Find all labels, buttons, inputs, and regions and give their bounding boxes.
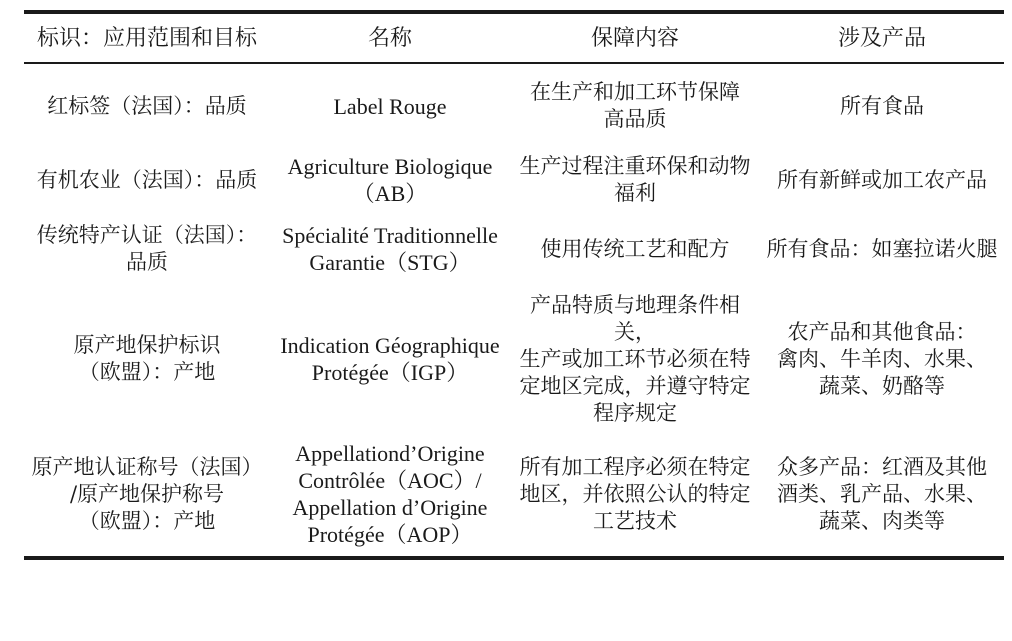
cell-line: 蔬菜、奶酪等 [819,373,945,398]
cell-line: 所有食品 [840,93,924,118]
cell-line: 在生产和加工环节保障 [530,80,740,104]
label-cell [24,64,270,148]
cell-line: 红标签（法国）：品质 [47,93,247,118]
table-container [24,10,1004,560]
content-cell [510,432,760,556]
cell-line: 有机农业（法国）：品质 [36,167,258,192]
table-row [24,148,1004,212]
table-row [24,432,1004,556]
cell-line: 地区，并依照公认的特定 [519,481,751,506]
label-cell [24,432,270,556]
cell-line: 定地区完成，并遵守特定 [519,373,751,398]
table-row [24,212,1004,286]
name-cell [270,64,510,148]
cell-line: Appellation d’Origine [292,495,488,520]
cell-line: （欧盟）：产地 [78,508,216,533]
products-cell [760,212,1004,286]
header-products: 涉及产品 [837,25,926,51]
cell-line: Garantie（STG） [309,250,471,275]
cell-line: 生产或加工环节必须在特 [519,346,751,371]
cell-line: 所有加工程序必须在特定 [519,454,751,479]
content-cell [510,212,760,286]
name-cell [270,148,510,212]
cell-line: 众多产品：红酒及其他 [777,454,987,479]
table-row [24,286,1004,432]
name-cell [270,212,510,286]
products-cell [760,432,1004,556]
cell-line: 工艺技术 [593,508,677,533]
products-cell [760,286,1004,432]
cell-line: 产品特质与地理条件相关， [530,292,740,344]
cell-line: 使用传统工艺和配方 [540,236,730,261]
cell-line: Label Rouge [333,93,447,119]
products-cell [760,148,1004,212]
table-row [24,64,1004,148]
cell-line: 禽肉、牛羊肉、水果、 [777,346,987,371]
labels-table-body [24,64,1004,556]
header-content: 保障内容 [590,25,679,51]
content-cell [510,286,760,432]
cell-line: 品质 [126,250,168,274]
cell-line: 蔬菜、肉类等 [819,508,945,533]
cell-line: 程序规定 [593,400,677,425]
cell-line: Agriculture Biologique [287,154,493,179]
label-cell [24,148,270,212]
cell-line: 生产过程注重环保和动物 [519,154,751,178]
cell-line: Appellationd’Origine [295,441,485,466]
cell-line: 酒类、乳产品、水果、 [777,481,987,506]
content-cell [510,148,760,212]
cell-line: /原产地保护称号 [69,481,225,506]
header-row [24,14,1004,62]
header-name: 名称 [367,25,412,51]
header-label: 标识：应用范围和目标 [36,25,257,51]
cell-line: 传统特产认证（法国）： [36,223,258,247]
cell-line: 福利 [614,181,656,205]
cell-line: 高品质 [603,107,667,131]
label-cell [24,286,270,432]
products-cell [760,64,1004,148]
cell-line: 所有食品：如塞拉诺火腿 [766,236,998,261]
content-cell [510,64,760,148]
label-cell [24,212,270,286]
cell-line: 原产地保护标识 [73,333,221,357]
cell-line: 农产品和其他食品： [787,319,977,344]
cell-line: Protégée（IGP） [311,360,469,385]
cell-line: Spécialité Traditionnelle [282,223,498,248]
cell-line: （欧盟）：产地 [78,360,216,384]
cell-line: 原产地认证称号（法国） [31,454,263,479]
labels-table [24,14,1004,62]
name-cell [270,432,510,556]
name-cell [270,286,510,432]
cell-line: （AB） [352,181,428,206]
cell-line: Indication Géographique [280,333,500,358]
bottom-rule [24,556,1004,560]
cell-line: 所有新鲜或加工农产品 [777,167,987,192]
cell-line: Protégée（AOP） [307,522,473,547]
cell-line: Contrôlée（AOC）/ [298,468,482,493]
